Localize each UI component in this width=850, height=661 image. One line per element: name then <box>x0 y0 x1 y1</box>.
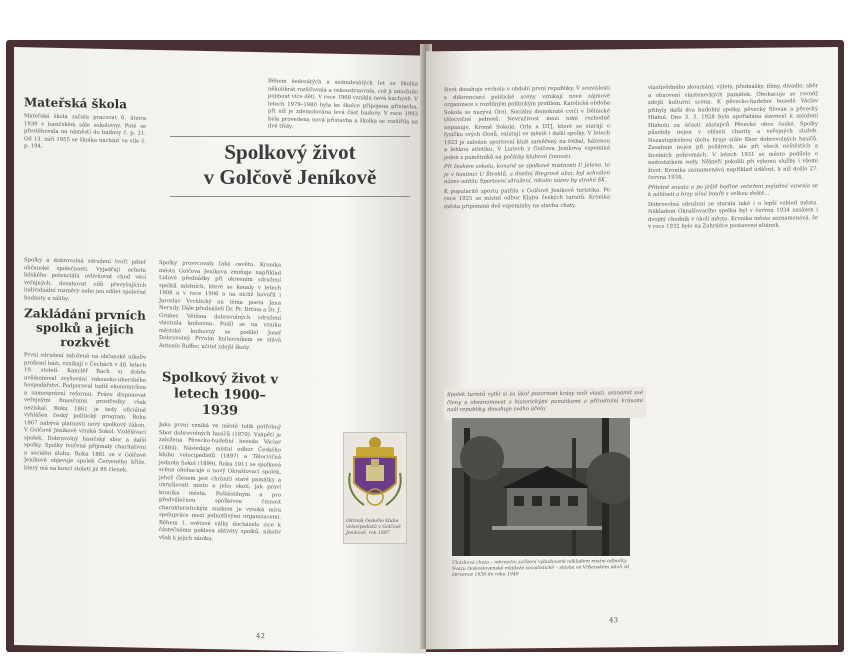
crest-image <box>343 432 407 544</box>
materska-skola-column <box>24 91 146 155</box>
spolkovy-column <box>159 366 281 547</box>
skola-continuation-text: Během šedesátých a sedmdesátých let se školka několikrát rozšiřovala a rekonstruovala, což ji umožnilo pojmout více dětí. V roce 1968 vznikla nová kuchyně. V letech 1979–1980 byla ke školce připojena přístavba, při níž je zdemolována levá část budovy. V roce 1993 byla provedena nová přístavba a školka se rozšířila na dvě třídy. <box>268 78 418 130</box>
kultura-column <box>159 260 281 355</box>
tourist-club-quote: Spolek turistů vytkl si za úkol pozornost krásy naší vlasti, seznámit své členy a obeznamovat s historickými památkami a přírodními krásami naší republiky, dosahuje svého účelu <box>447 390 643 414</box>
cyclist-club-badge-icon <box>344 433 406 517</box>
left-page <box>14 47 426 654</box>
zakladani-text: První sdružení založená na občanské nikoliv profesní bázi, vznikají v Čechách v 40. letech 19. století. Kancléř Bach si dobře uvědomoval zvyšování rakousko-uherského hospodářství. Podporoval tudíž ekonomickou a samosprávní reformu. Právo disponovat veřejnými finančními prostředky však nezískal. Roku 1861 je tedy oficiálně vyhlášen český politický program. Roku 1867 nabývá platnosti nový spolkový zákon. V Golčově Jeníkově vzniká Sokol, Vzdělávací spolek, Dobrovolný hasičský sbor a další spolky. Spolky tvořené přijímaly charitativní a sociální úlohu. Roku 1881 se v Golčově Jeníkově objevuje spolek Červeného kříže, který má na konci století již 86 členek. <box>24 352 146 473</box>
page-number-left: 42 <box>256 632 265 641</box>
spolkovy-text: Jako první vzniká ve městě tolik potřebný Sbor dobrovolných hasičů (1870). Vzápětí je založena Pěvecko-hudební beseda Václav (1884). Následuje místní odbor Českého klubu velocipedistů (1897) a Tělocvičná jednota Sokol (1899). Roku 1911 se spolková scéna obohacuje o nový Okrašlovací spolek, jehož členem jest chrániti staré památky a okrašlovati místo a jeho okolí, jak praví kronika města. Poštěstilným a pro předválečnou spolkovou činnost charakteristickým znakem je vysoká míra spolupráce mezi jednotlivými organizacemi. Během 1. světové války docházelo sice k částečnému poklesu aktivity spolků, nikoliv však k jejich zániku. <box>159 422 281 542</box>
forest-chalet-image-icon <box>452 418 630 556</box>
page-title-line2: v Golčově Jeníkově <box>203 165 377 189</box>
photo-caption: Ukázková chata – rekreační zařízení vybudované nákladem místní odbočky Svazu československé mládeže socialistické – stavba ve Vrbenském údolí od července 1938 do roku 1948 <box>452 559 630 578</box>
sport-quote: Při českém sokolu, konané se spolkové místnosti U Jelena, to je v hostinci U Štrohlů, a dnešní Riegrově ulici, byl schválen název oddílu Sportovní sdružení, nikoliv název by strohé SK. <box>444 162 610 186</box>
title-rule-bottom <box>170 196 410 197</box>
zakladani-heading: Zakládání prvních spolků a jejich rozkvět <box>24 306 146 351</box>
crest-caption: Odznak českého klubu velocipedistů v Golčově Jeníkově, rok 1897 <box>346 519 401 536</box>
right-column-1 <box>444 85 610 213</box>
storm-quote: Přiletné sousta a po ještě bodlné večeření pojízdná vznesla se k náhlosti a brzy silná bouře s velkou deště... <box>648 182 818 198</box>
right-page <box>426 47 838 649</box>
kultura-text: Spolky prosvcovaly také osvětu. Kronika města Golčova Jeníkova zmiňuje například Lidové přednášky při okresním sdružení spolků místních, které se konaly v letech 1908 a v roce 1906 a na níchž hovořil i Jaroslav Vrchlický na téma poeta Jana Nerudy. Dále přednášeli Dr. Pr. Drtina a Dr. J. Gruber. Většina dobrovolných sdružení vlastnila knihovnu. Podíl se na vzniku městské knihovny se podílel Josef Dobrovolný. Prvním knihovníkem se stává Antonín Ruffer, učitel zdejší školy. <box>159 260 281 351</box>
intro-text: Spolky a dobrovolná sdružení tvoří páteř občanské společnosti. Vyjadřují ochotu lidského potenciálu ovlivňovat chod věcí veřejných, dosahovat cílů převyšujících individuální rozměry nebo jen sdílet společné hodnoty a záliby. <box>24 257 146 302</box>
materska-skola-text: Mateřská škola začala pracovat 6. února 1939 v hasičském sále sokolovny. Poté se přestěhovala na náměstí do budovy č. p. 21. Od 13. září 1955 se školka nachází ve vile č. p. 194. <box>24 113 146 150</box>
spolkovy-heading: Spolkový život v letech 1900–1939 <box>161 370 279 419</box>
top-right-column <box>268 78 418 136</box>
title-rule-top <box>170 136 410 137</box>
photo-quote-box <box>444 387 646 420</box>
first-republic-text: život dosahuje vrcholu v období první republiky. V souvislosti s diferenciací politické scény vznikají nové zájmové organizace s rozdílným politickým profilem. Katolická obdoba Sokola se nazývá Orel. Sociální demokraté cvičí v Dělnické tělocvičné jednotě. Nevraživost mezi nimi rozhodně nepanuje. Kromě Sokola, Orla a DTJ, které se starají o fyzičku svých členů, existují ve městě i další spolky. V letech 1923 je založen sportovní klub zaměřený na fotbal, házenou a lehkou atletiku. V Listech z Golčova Jeníkova vzpomíná jeden z pamětníků na počátky klubové činnosti. <box>444 85 610 161</box>
materska-skola-heading: Mateřská škola <box>24 95 127 112</box>
intro-column <box>24 257 146 477</box>
chalet-photo <box>452 418 630 556</box>
tourism-text: K popularitě sportu patřila v Golčově Jeníkově turistika. Po roce 1925 se místní odbor Klubu českých turistů. Kronika města připomíná dvě vzpomínky na stavbu chaty. <box>444 186 610 210</box>
culture-text: vlastivědného zkoumání, výlety, přednášky, filmy, divadlo, sběr a obnovení vlasteneckých památek. Obohacuje se rovněž zdejší kulturní scéna. K pěvecko-hudební besedě Václav přibyly další dva hudební spolky, pěvecký Slovan a pěvecký Hlahol. Dne 3. 3. 1928 byla upořádána slavnost k založení Hlaholu za účasti zástupců Pěvecké obce české. Spolky působily nejen v oblasti charity a veřejných služeb. Nezastupitelnou úlohu hraje stále Sbor dobrovolných hasičů. Zasahuje nejen při požárech, ale při všech neštěstích a živelních pohromách. V letech 1931 se město podílelo o nedostatkem vody. Někteří pokolili při výkonu služby i všemi život. Kronika zaznamenává například událost, k níž došlo 27. června 1934. <box>648 83 818 181</box>
page-number-right: 43 <box>609 616 618 625</box>
page-title <box>184 140 396 190</box>
okraslovaci-text: Dobrovolná sdružení se starala také i o lepší vzhled města. Nákladem Okrašlovacího spolku byl v červnu 1934 zasázen i dvojitý chodník v okolí města. Kronika města zaznamenává, že v roce 1932 bylo na Zahrádce postaveno altánek. <box>648 199 818 230</box>
page-title-line1: Spolkový život <box>224 140 356 164</box>
right-column-2 <box>648 83 818 233</box>
